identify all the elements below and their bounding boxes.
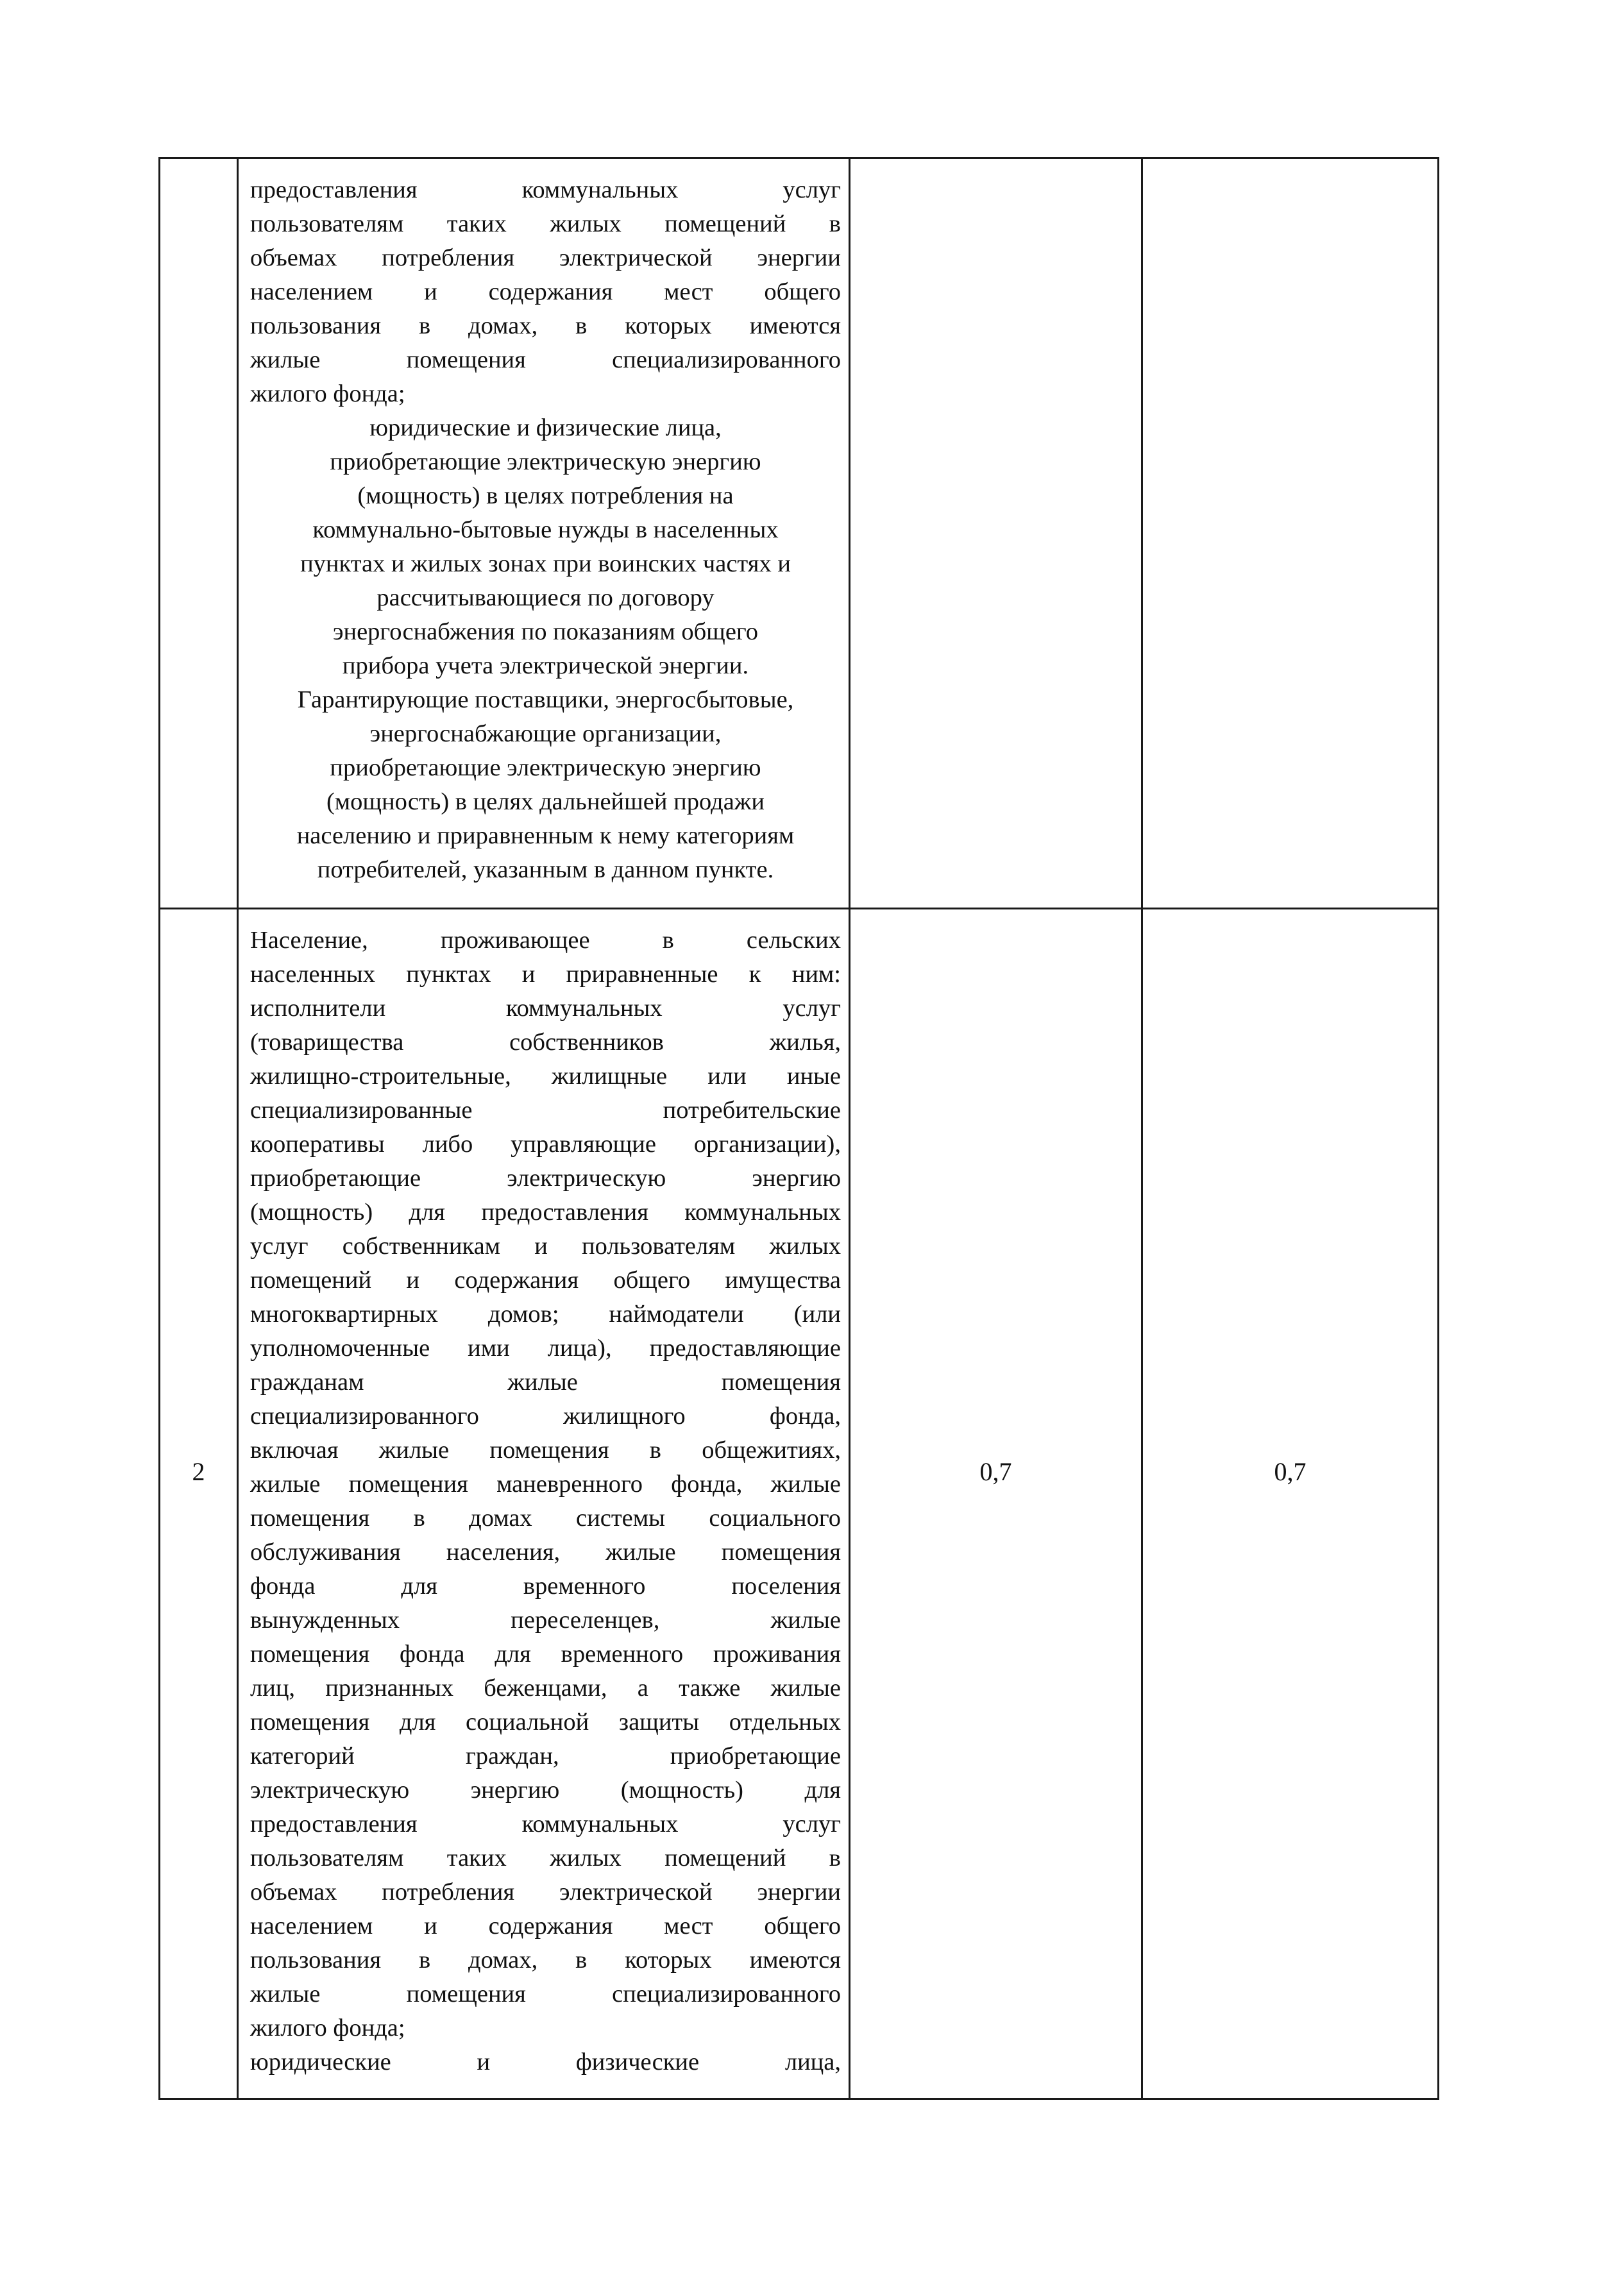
text-line: Гарантирующие поставщики, энергосбытовые, [297,686,794,713]
text-line: исполнители коммунальных услуг [250,995,841,1022]
text-line: категорий граждан, приобретающие [250,1743,841,1770]
text-line: приобретающие электрическую энергию [250,1165,841,1192]
text-line: лиц, признанных беженцами, а также жилые [250,1675,841,1702]
text-line: (мощность) в целях потребления на [357,482,734,509]
tariff-table [158,157,1439,2100]
row-number-cell: 2 [160,909,238,2099]
text-line: жилые помещения специализированного [250,1981,841,2007]
text-line: населением и содержания мест общего [250,1913,841,1939]
text-line: помещения для социальной защиты отдельных [250,1709,841,1736]
text-line: пользователям таких жилых помещений в [250,1845,841,1872]
text-line: обслуживания населения, жилые помещения [250,1539,841,1566]
text-line: многоквартирных домов; наймодатели (или [250,1301,841,1328]
table-row [160,158,1439,909]
text-line: коммунально-бытовые нужды в населенных [312,516,779,543]
text-line: пользования в домах, в которых имеются [250,312,841,339]
text-line: жилого фонда; [250,2015,405,2041]
text-line: юридические и физические лица, [369,414,722,441]
text-line: потребителей, указанным в данном пункте. [317,856,774,883]
text-line: энергоснабжения по показаниям общего [332,618,759,645]
text-line: предоставления коммунальных услуг [250,1811,841,1838]
text-line: электрическую энергию (мощность) для [250,1777,841,1804]
text-line: специализированного жилищного фонда, [250,1403,841,1430]
text-line: жилые помещения специализированного [250,346,841,373]
text-line: фонда для временного поселения [250,1573,841,1600]
description-text [239,909,849,2079]
text-line: специализированные потребительские [250,1097,841,1124]
text-line: помещения в домах системы социального [250,1505,841,1532]
text-line: помещения фонда для временного проживания [250,1641,841,1668]
table-row [160,909,1439,2099]
text-line: объемах потребления электрической энергии [250,244,841,271]
text-line: включая жилые помещения в общежитиях, [250,1437,841,1464]
text-line: жилого фонда; [250,380,405,407]
text-line: уполномоченные ими лица), предоставляющие [250,1335,841,1362]
value-1-cell: 0,7 [850,909,1142,2099]
text-line: (товарищества собственников жилья, [250,1029,841,1056]
text-line: пользования в домах, в которых имеются [250,1947,841,1973]
text-line: жилищно-строительные, жилищные или иные [250,1063,841,1090]
text-line: вынужденных переселенцев, жилые [250,1607,841,1634]
text-line: Население, проживающее в сельских [250,927,841,954]
text-line: пунктах и жилых зонах при воинских частях и [300,550,791,577]
text-line: объемах потребления электрической энергии [250,1879,841,1905]
text-line: приобретающие электрическую энергию [330,448,761,475]
text-line: населенных пунктах и приравненные к ним: [250,961,841,988]
row-number-cell [160,158,238,909]
text-line: юридические и физические лица, [250,2049,841,2075]
text-line: прибора учета электрической энергии. [342,652,749,679]
text-line: (мощность) в целях дальнейшей продажи [326,788,765,815]
text-line: гражданам жилые помещения [250,1369,841,1396]
text-line: (мощность) для предоставления коммунальных [250,1199,841,1226]
description-cell [238,158,850,909]
text-line: кооперативы либо управляющие организации), [250,1131,841,1158]
text-line: помещений и содержания общего имущества [250,1267,841,1294]
text-line: рассчитывающиеся по договору [376,584,715,611]
text-line: населению и приравненным к нему категориям [296,822,795,849]
description-text [239,159,849,887]
text-line: жилые помещения маневренного фонда, жилые [250,1471,841,1498]
text-line: пользователям таких жилых помещений в [250,210,841,237]
value-1-cell [850,158,1142,909]
text-line: услуг собственникам и пользователям жилых [250,1233,841,1260]
text-line: предоставления коммунальных услуг [250,176,841,203]
value-2-cell [1142,158,1439,909]
text-line: энергоснабжающие организации, [369,720,722,747]
description-cell [238,909,850,2099]
value-2-cell: 0,7 [1142,909,1439,2099]
text-line: населением и содержания мест общего [250,278,841,305]
text-line: приобретающие электрическую энергию [330,754,761,781]
